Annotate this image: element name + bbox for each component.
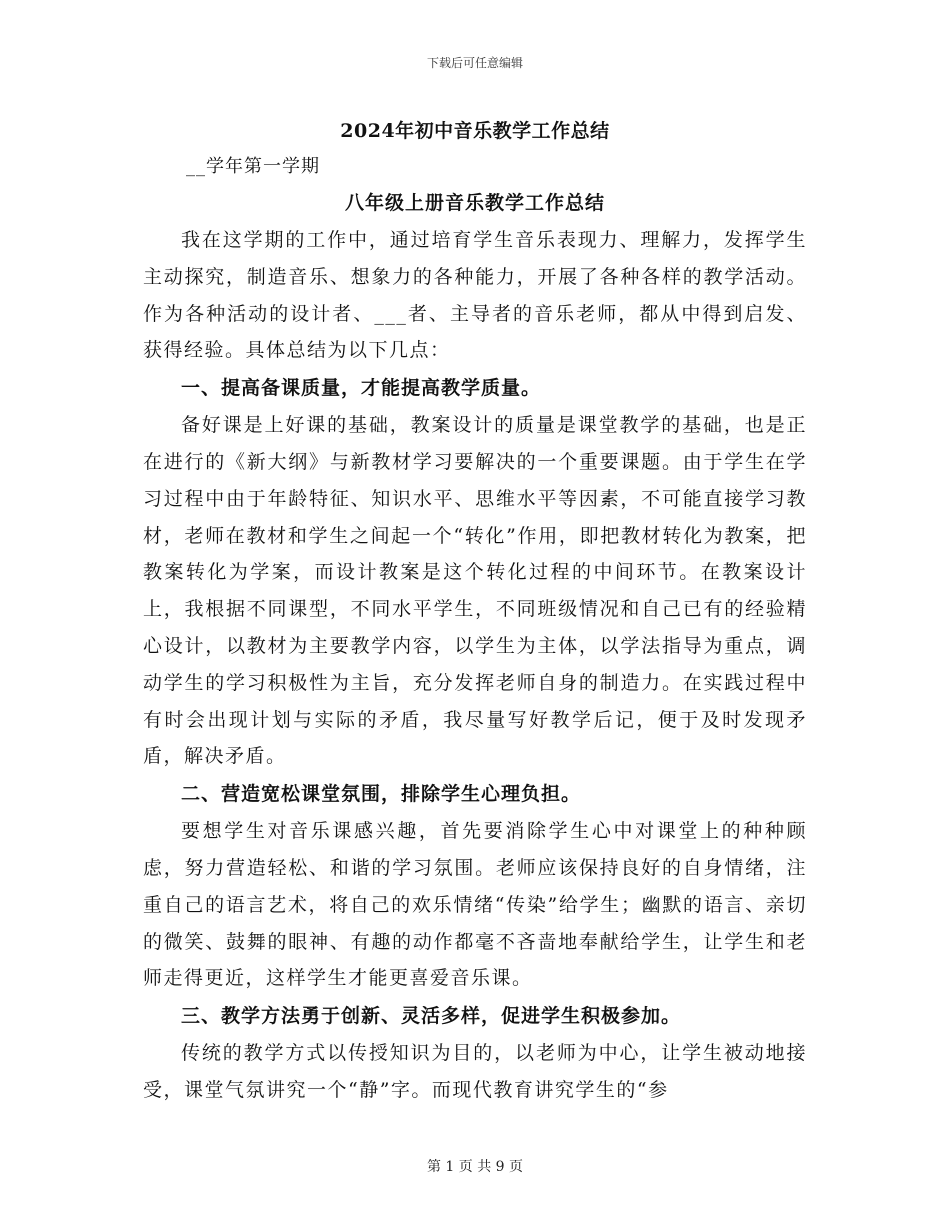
page-header: 下载后可任意编辑	[426, 56, 523, 70]
document-title: 2024年初中音乐教学工作总结	[340, 120, 610, 142]
section-heading-3: 三、教学方法勇于创新、灵活多样，促进学生积极参加。	[181, 1005, 682, 1028]
section-paragraph-2: 要想学生对音乐课感兴趣，首先要消除学生心中对课堂上的种种顾虑，努力营造轻松、和谐的学习氛围。老师应该保持良好的自身情绪，注重自己的语言艺术，将自己的欢乐情绪“传染”给学生；幽默的语言、亲切的微笑、鼓舞的眼神、有趣的动作都毫不吝啬地奉献给学生，让学生和老师走得更近，这样学生才能更喜爱音乐课。	[143, 820, 807, 990]
document-subtitle: 八年级上册音乐教学工作总结	[344, 192, 605, 214]
section-paragraph-1: 备好课是上好课的基础，教案设计的质量是课堂教学的基础，也是正在进行的《新大纲》与新教材学习要解决的一个重要课题。由于学生在学习过程中由于年龄特征、知识水平、思维水平等因素，不可能直接学习教材，老师在教材和学生之间起一个“转化”作用，即把教材转化为教案，把教案转化为学案，而设计教案是这个转化过程的中间环节。在教案设计上，我根据不同课型，不同水平学生，不同班级情况和自己已有的经验精心设计，以教材为主要教学内容，以学生为主体，以学法指导为重点，调动学生的学习积极性为主旨，充分发挥老师自身的制造力。在实践过程中有时会出现计划与实际的矛盾，我尽量写好教学后记，便于及时发现矛盾，解决矛盾。	[143, 414, 807, 768]
page-footer: 第 1 页 共 9 页	[426, 1159, 524, 1175]
section-heading-2: 二、营造宽松课堂氛围，排除学生心理负担。	[181, 783, 582, 806]
semester-line: __学年第一学期	[186, 156, 320, 177]
intro-paragraph: 我在这学期的工作中，通过培育学生音乐表现力、理解力，发挥学生主动探究，制造音乐、想象力的各种能力，开展了各种各样的教学活动。作为各种活动的设计者、___者、主导者的音乐老师，都从中得到启发、获得经验。具体总结为以下几点：	[143, 229, 807, 362]
document-body	[143, 222, 807, 1109]
section-heading-1: 一、提高备课质量，才能提高教学质量。	[181, 377, 542, 400]
section-paragraph-3: 传统的教学方式以传授知识为目的，以老师为中心，让学生被动地接受，课堂气氛讲究一个“静”字。而现代教育讲究学生的“参	[143, 1042, 807, 1101]
